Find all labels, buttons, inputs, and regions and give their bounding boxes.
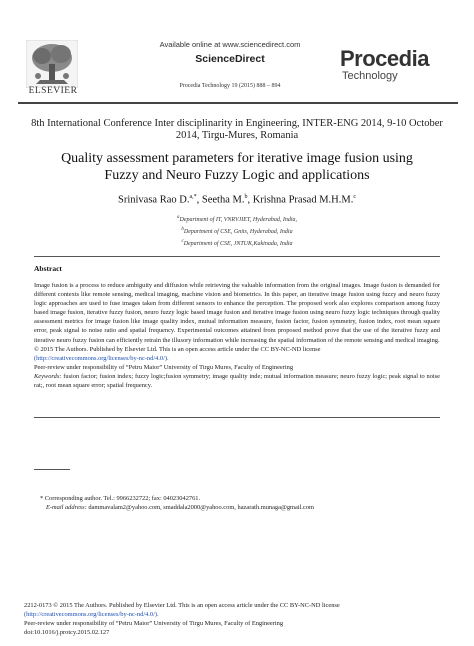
elsevier-tree-logo: [26, 40, 78, 88]
keywords-line: [34, 372, 440, 390]
sciencedirect-logo-text: ScienceDirect: [195, 53, 265, 65]
author-marks: a,*: [189, 194, 197, 200]
available-online-note: Available online at www.sciencedirect.com: [159, 40, 301, 49]
affiliation-line: [130, 213, 344, 225]
doi-line[interactable]: doi:10.1016/j.protcy.2015.02.127: [24, 629, 110, 636]
journal-reference: Procedia Technology 19 (2015) 888 – 894: [179, 83, 281, 89]
abstract-body: [34, 281, 440, 390]
author-name: Seetha M.: [201, 194, 245, 206]
affiliation-text: Department of CSE, JNTUK,Kakinada, India: [183, 241, 293, 247]
header-divider: [18, 102, 458, 104]
email-line: [40, 503, 440, 512]
keywords-text: fusion factor; fusion index; fuzzy logic;fusion symmetry; image quality inde; mutual information measure; neuro fuzzy logic; peak signal to noise rat;, root mean square error; spatial frequency.: [34, 372, 440, 390]
procedia-brand-subtitle: Technology: [342, 70, 398, 82]
author-separator: ,: [247, 194, 253, 206]
affiliation-mark: a: [177, 215, 180, 220]
author-marks: c: [353, 194, 356, 200]
email-addresses[interactable]: dammavalam2@yahoo.com, smaddala2000@yahoo.com, hazarath.munaga@gmail.com: [86, 504, 315, 511]
affiliation-text: Department of CSE, Gnits, Hyderabad, India: [183, 229, 293, 235]
affiliation-line: [130, 237, 344, 249]
abstract-heading: Abstract: [34, 264, 62, 273]
title-line: Quality assessment parameters for iterative image fusion using: [61, 151, 413, 166]
author-list: [30, 194, 444, 206]
publisher-name: ELSEVIER: [28, 86, 78, 96]
footnote-rule: [34, 469, 70, 470]
footnotes: [40, 494, 440, 512]
author-name: Krishna Prasad M.H.M.: [252, 194, 354, 206]
paper-title: [24, 150, 450, 184]
page-footer: [24, 601, 450, 637]
procedia-brand-title: Procedia: [340, 46, 429, 71]
issn-line: 2212-0173 © 2015 The Authors. Published by Elsevier Ltd. This is an open access article under the CC BY-NC-ND license: [24, 602, 340, 609]
footer-license-link[interactable]: (http://creativecommons.org/licenses/by-nc-nd/4.0/).: [24, 611, 159, 618]
abstract-top-rule: [34, 256, 440, 257]
license-link[interactable]: (http://creativecommons.org/licenses/by-nc-nd/4.0/).: [34, 354, 169, 362]
footer-peer-review: Peer-review under responsibility of “Petru Maior” University of Tirgu Mures, Faculty of Engineering: [24, 620, 284, 627]
title-line: Fuzzy and Neuro Fuzzy Logic and applications: [104, 168, 370, 183]
affiliation-text: Department of IT, VNRVJIET, Hyderabad, India,: [179, 217, 297, 223]
author-separator: ,: [196, 194, 202, 206]
keywords-label: Keywords:: [34, 372, 62, 380]
abstract-bottom-rule: [34, 417, 440, 418]
affiliations: [130, 213, 344, 249]
affiliation-line: [130, 225, 344, 237]
affiliation-mark: b: [181, 227, 184, 232]
copyright-line: © 2015 The Authors. Published by Elsevier Ltd. This is an open access article under the CC BY-NC-ND license: [34, 345, 321, 353]
peer-review-line: Peer-review under responsibility of “Petru Maior” University of Tirgu Mures, Faculty of Engineering: [34, 363, 294, 371]
author-marks: b: [244, 194, 248, 200]
author-name: Srinivasa Rao D.: [118, 194, 190, 206]
email-label: E-mail address:: [46, 504, 87, 511]
corresponding-author: * Corresponding author. Tel.: 9966232722; fax: 04023042761.: [40, 495, 201, 502]
conference-name: 8th International Conference Inter disciplinarity in Engineering, INTER-ENG 2014, 9-10 October 2014, Tirgu-Mures, Romania: [31, 118, 443, 141]
abstract-text: Image fusion is a process to reduce ambiguity and diffusion while retrieving the valuable information from the original images. Image fusion is demanded for different contexts like remote sensing, medical imaging, machine vision and biometrics. In this paper, an iterative image fusion using fuzzy and neuro fuzzy logic approaches are used to fuse images taken from different sensors to enhance the perception. The proposed work also explores comparison among fuzzy based image fusion, iterative fuzzy fusion, neuro fuzzy logic based image fusion and iterative image fusion using neuro fuzzy logic techniques through quality assessment metrics for image fusion like image quality index, mutual information measure, fusion factor, fusion symmetry, fusion index, root mean square error, peak signal to noise ratio and spatial frequency. Experimental outcomes attained from proposed method prove that the use of the iterative fuzzy and iterative neuro fuzzy fusion can efficiently retrain the illusory information while increasing the spatial information of the remote sensing and medical imaging.: [34, 282, 440, 344]
affiliation-mark: c: [181, 239, 184, 244]
